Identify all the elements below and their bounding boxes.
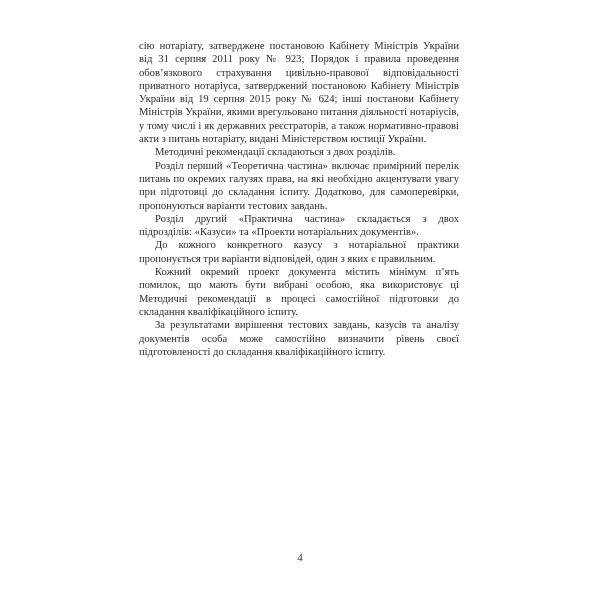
page-number: 4 bbox=[297, 552, 303, 564]
paragraph-section-one: Розділ перший «Теоретична частина» включає примірний перелік питань по окремих галузях права, на які необхідно акцентувати увагу при підготовці до складання іспиту. Додатково, для самоперевірки, пропонуються варіанти тестових завдань. bbox=[139, 160, 459, 212]
paragraph-section-two: Розділ другий «Практична частина» складається з двох підрозділів: «Казуси» та «Проекти нотаріальних документів». bbox=[139, 213, 459, 239]
paragraph-continuation: сію нотаріату, затверджене постановою Кабінету Міністрів України від 31 серпня 2011 року № 923; Порядок і правила проведення обов’язкового страхування цивільно-правової відповідальності приватного нотаріуса, затверджений постановою Кабінету Міністрів України від 19 серпня 2015 року № 624; інші постанови Кабінету Міністрів України, якими врегульовано питання діяльності нотаріусів, у тому числі і як державних реєстраторів, а також нормативно-правові акти з питань нотаріату, видані Міністерством юстиції України. bbox=[139, 41, 459, 146]
paragraph-cases: До кожного конкретного казусу з нотаріальної практики пропонується три варіанти відповідей, один з яких є правильним. bbox=[139, 240, 459, 265]
paragraph-results: За результатами вирішення тестових завдань, казусів та аналізу документів особа може самостійно визначити рівень своєї підготовленості до складання кваліфікаційного іспиту. bbox=[139, 320, 459, 358]
paragraph-sections-intro: Методичні рекомендації складаються з двох розділів. bbox=[155, 147, 396, 159]
body-text bbox=[139, 40, 459, 359]
paragraph-document-drafts: Кожний окремий проект документа містить мінімум п’ять помилок, що мають бути вибрані особою, яка використовує ці Методичні рекомендації в процесі самостійної підготовки до складання кваліфікаційного іспиту. bbox=[139, 267, 459, 318]
